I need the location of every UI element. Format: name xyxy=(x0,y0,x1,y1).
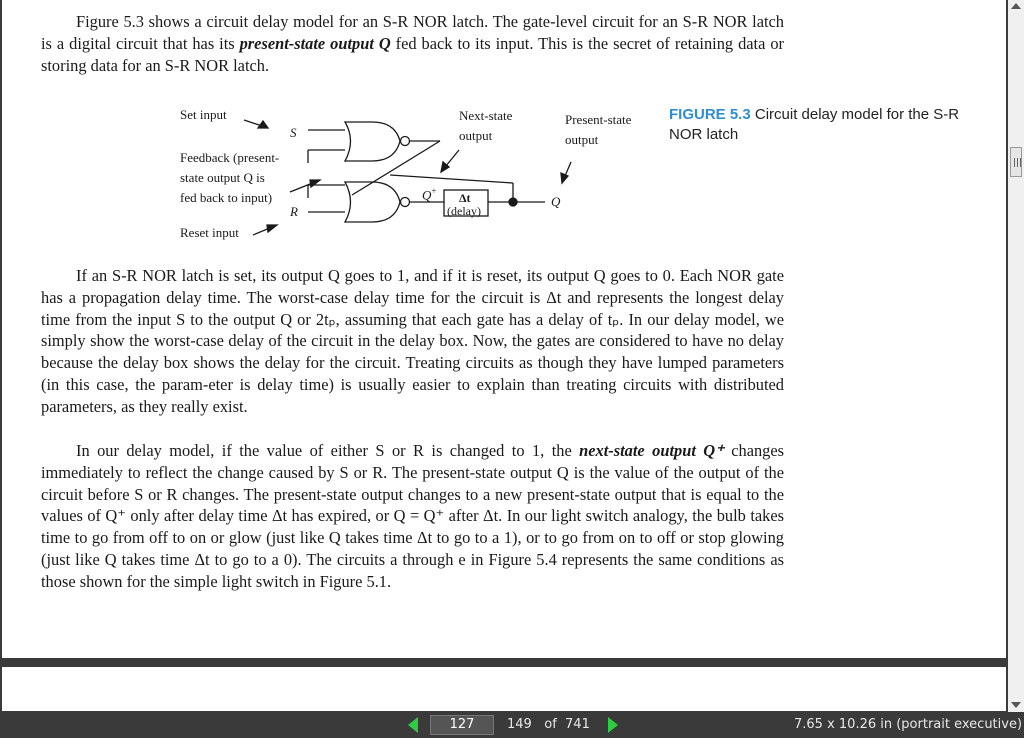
paragraph-intro-part1: Figure 5.3 shows a circuit delay model for an S-R NOR latch. The gate-level circuit for an S-R NOR latch is a digital circuit that has its xyxy=(41,12,784,53)
previous-page-icon[interactable] xyxy=(408,717,418,733)
nor-gate-upper xyxy=(345,122,400,161)
current-page-input[interactable]: 127 xyxy=(430,715,494,735)
total-pages: 741 xyxy=(565,717,590,732)
nor-gate-lower-bubble xyxy=(401,198,410,207)
q-plus-superscript: + xyxy=(431,186,437,196)
next-page-icon[interactable] xyxy=(608,717,618,733)
feedback-label-line3: fed back to input) xyxy=(180,190,273,205)
status-bar xyxy=(0,712,1024,738)
q-output-label: Q xyxy=(551,194,561,209)
next-state-output-term: next-state output Q⁺ xyxy=(579,441,724,460)
paragraph-model xyxy=(41,440,784,593)
junction-dot xyxy=(509,198,517,206)
feedback-label-line2: state output Q is xyxy=(180,170,265,185)
paragraph-model-part2: changes immediately to reflect the change caused by S or R. The present-state output Q is the value of the output of the circuit before S or R changes. The present-state output changes to a new present-state output that is equal to the values of Q⁺ only after delay time Δt has expired, or Q = Q⁺ after Δt. In our light switch analogy, the bulb takes time to go from off to on or glow (just like Q takes time Δt to go to a 1), or to go from on to off or stop glowing (just like Q takes time Δt to go to a 0). The circuits a through e in Figure 5.4 represents the same conditions as those shown for the simple light switch in Figure 5.1. xyxy=(41,441,785,591)
present-state-label-line2: output xyxy=(565,132,599,147)
nor-gate-lower xyxy=(345,182,400,222)
paragraph-intro xyxy=(41,11,784,76)
set-input-label: Set input xyxy=(180,107,227,122)
scrollbar-thumb[interactable] xyxy=(1010,147,1022,177)
page-count xyxy=(507,717,590,732)
figure-caption-text: Circuit delay model for the S-R NOR latch xyxy=(669,106,960,143)
delay-label: (delay) xyxy=(447,204,481,218)
scroll-up-arrow-icon[interactable] xyxy=(1011,3,1021,9)
figure-number: FIGURE 5.3 xyxy=(669,106,751,123)
present-state-label-line1: Present-state xyxy=(565,112,632,127)
grip-icon xyxy=(1014,158,1021,167)
scroll-down-arrow-icon[interactable] xyxy=(1011,702,1021,708)
delta-t-label: Δt xyxy=(459,191,471,205)
present-state-output-term: present-state output Q xyxy=(239,33,391,53)
paragraph-model-part1: In our delay model, if the value of either S or R is changed to 1, the xyxy=(76,441,580,460)
figure-caption xyxy=(669,105,979,145)
r-label: R xyxy=(290,204,298,219)
reset-input-label: Reset input xyxy=(180,225,239,240)
nor-gate-upper-bubble xyxy=(401,137,410,146)
of-label: of xyxy=(544,717,557,732)
next-document-page xyxy=(2,667,1006,711)
vertical-scrollbar[interactable] xyxy=(1008,0,1024,712)
s-label: S xyxy=(290,125,297,140)
paragraph-delay: If an S-R NOR latch is set, its output Q goes to 1, and if it is reset, its output Q goes to 0. Each NOR gate has a propagation delay time. The worst-case delay time for the circuit is Δt and represents the longest delay time from the input S to the output Q or 2tₚ, assuming that each gate has a delay of tₚ. In our delay model, we simply show the worst-case delay of the circuit in the delay box. Now, the gates are considered to have no delay because the delay box shows the delay for the circuit. Treating circuits as though they have lumped parameters (in this case, the param-eter is delay time) is usually easier to explain than treating circuits with distributed parameters, as they really exist. xyxy=(41,266,784,416)
circuit-diagram xyxy=(0,95,660,245)
q-plus-label xyxy=(422,183,436,203)
next-state-label-line1: Next-state xyxy=(459,108,513,123)
page-label: 149 xyxy=(507,717,532,732)
page-size-info: 7.65 x 10.26 in (portrait executive) xyxy=(794,717,1023,732)
feedback-label-line1: Feedback (present- xyxy=(180,150,280,165)
next-state-label-line2: output xyxy=(459,128,493,143)
paragraph-intro-part2: fed back to its input. This is the secret of retaining data or storing data for an S-R NOR latch. xyxy=(41,33,784,75)
q-plus-letter: Q xyxy=(422,187,432,203)
